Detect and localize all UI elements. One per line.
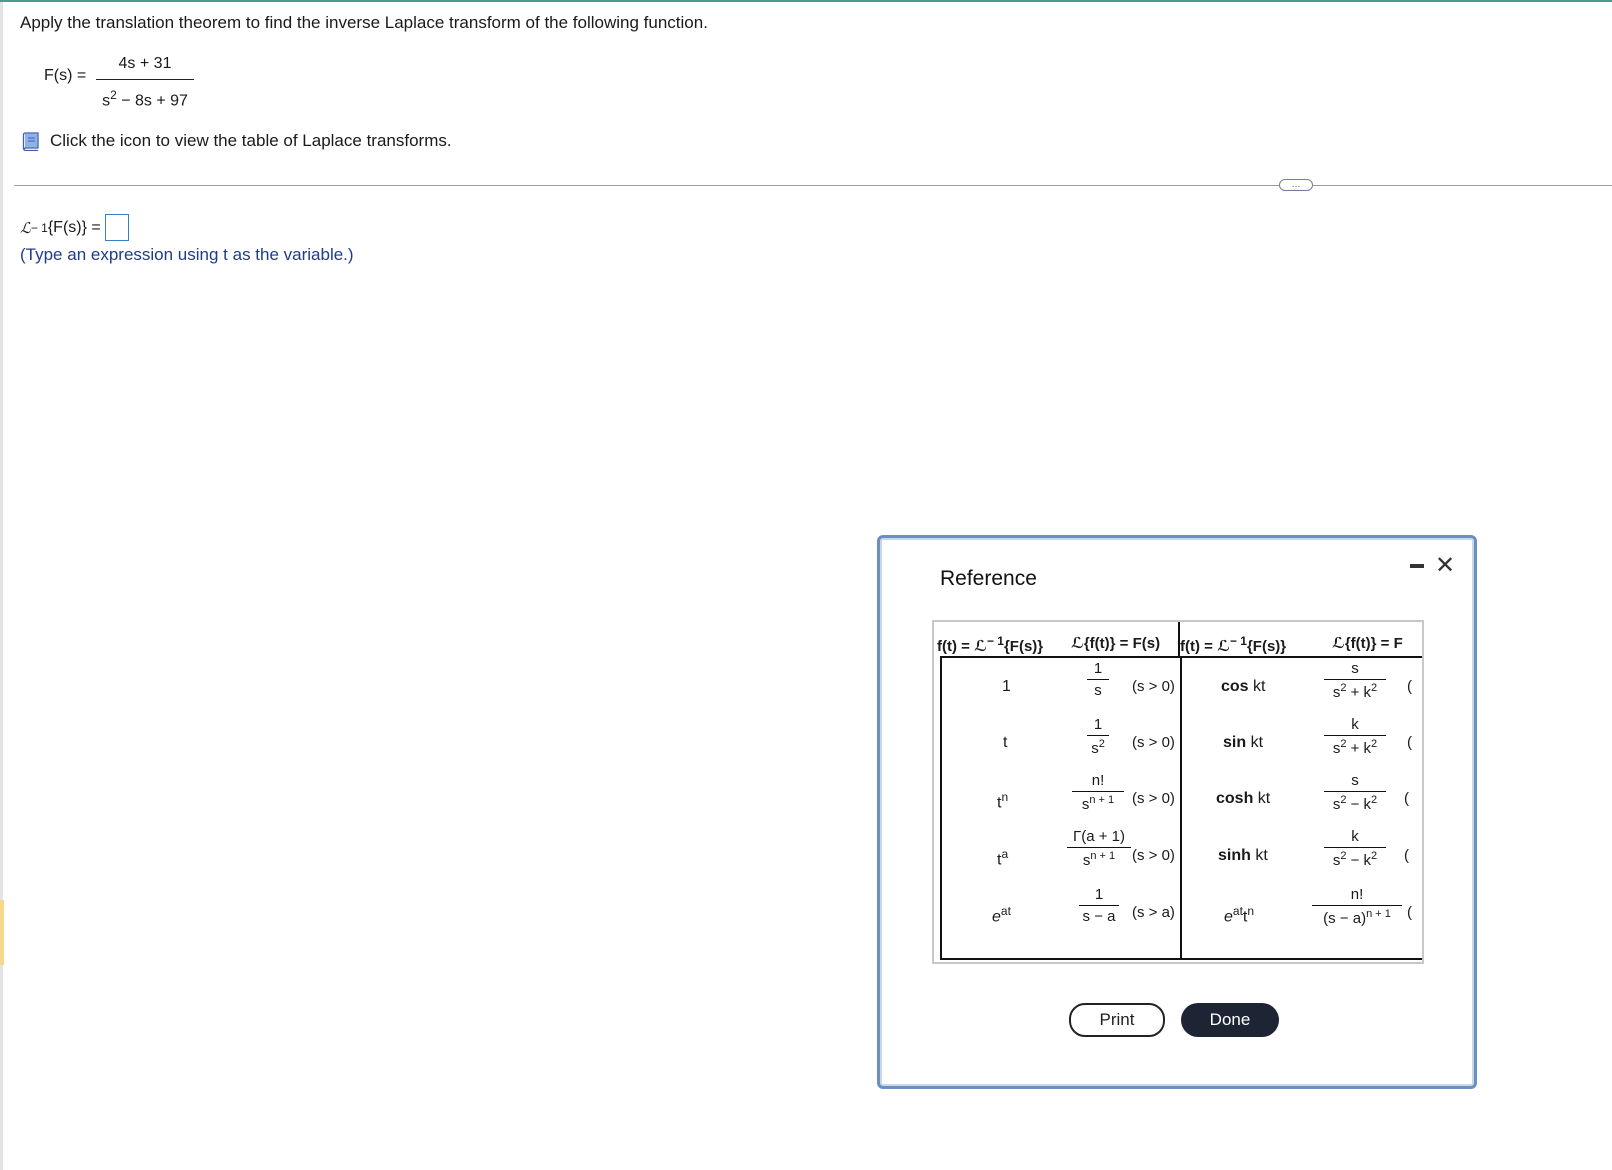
table-cell-fraction: s $s^2 - k^2$ (1324, 772, 1386, 813)
table-cell-fraction: k $s^2 - k^2$ (1324, 828, 1386, 869)
function-numerator: 4s + 31 (118, 55, 172, 72)
answer-hint: (Type an expression using t as the variable.) (20, 245, 354, 264)
column-divider (1180, 658, 1182, 958)
table-cell-f: t (1003, 734, 1008, 751)
table-cell-f: 1 (1002, 678, 1011, 695)
table-cell-fraction: n! $(s - a)^{n + 1}$ (1312, 886, 1402, 927)
print-button[interactable]: Print (1069, 1003, 1165, 1037)
table-cell-fraction: s $s^2 + k^2$ (1324, 660, 1386, 701)
left-scroll-gutter (0, 2, 3, 1170)
reference-dialog (877, 535, 1477, 1089)
table-cell-fraction: Γ(a + 1) $s^{n + 1}$ (1067, 828, 1131, 869)
header-col4: ℒ{f(t)} = F (1332, 635, 1403, 652)
laplace-symbol: ℒ (20, 218, 31, 237)
laplace-table-scroll-area[interactable] (932, 620, 1424, 964)
table-cell-f: $e^{at}$ (992, 904, 1011, 926)
left-gutter-marker (0, 900, 4, 965)
header-col2: ℒ{f(t)} = F(s) (1071, 635, 1161, 652)
table-cell-f: $t^n$ (997, 790, 1009, 812)
table-cell-condition: (s > 0) (1132, 790, 1175, 807)
inverse-exponent: − 1 (30, 220, 48, 235)
reference-title: Reference (940, 567, 1037, 590)
table-cell-condition: (s > 0) (1132, 734, 1175, 751)
table-cell-condition: ( (1407, 678, 1412, 695)
table-link-text: Click the icon to view the table of Laplace transforms. (50, 131, 452, 150)
laplace-table (940, 656, 1424, 960)
function-denominator: $s^2 - 8s + 97$ (102, 88, 188, 110)
laplace-table-book-icon[interactable] (22, 132, 40, 151)
table-cell-condition: ( (1407, 734, 1412, 751)
table-cell-f: $t^a$ (997, 847, 1009, 869)
answer-input[interactable] (105, 214, 129, 241)
table-cell-fraction: 1 $s^2$ (1087, 716, 1109, 757)
done-button[interactable]: Done (1181, 1003, 1279, 1037)
table-cell-fraction: 1 s − a (1079, 886, 1119, 925)
table-cell-f: cosh kt (1216, 790, 1271, 807)
top-accent-line (0, 0, 1612, 2)
section-divider (14, 185, 1612, 186)
table-cell-condition: ( (1404, 847, 1409, 864)
table-cell-f: sinh kt (1218, 847, 1268, 864)
close-icon[interactable]: ✕ (1435, 552, 1456, 579)
table-cell-condition: (s > 0) (1132, 847, 1175, 864)
table-cell-condition: ( (1407, 904, 1412, 921)
table-cell-fraction: 1 s (1087, 660, 1109, 699)
table-cell-condition: ( (1404, 790, 1409, 807)
more-options-button[interactable]: … (1279, 179, 1313, 191)
header-col1: f(t) = ℒ$^{- 1}${F(s)} (937, 634, 1044, 655)
table-cell-fraction: n! $s^{n + 1}$ (1072, 772, 1124, 813)
answer-line (20, 214, 129, 241)
table-cell-condition: (s > 0) (1132, 678, 1175, 695)
table-cell-f: sin kt (1223, 734, 1264, 751)
table-cell-fraction: k $s^2 + k^2$ (1324, 716, 1386, 757)
function-label: F(s) = (44, 67, 87, 84)
table-cell-f: $e^{at}t^n$ (1224, 904, 1255, 926)
table-cell-f: cos kt (1221, 678, 1266, 695)
minimize-icon[interactable] (1410, 564, 1424, 568)
answer-prefix: {F(s)} = (47, 218, 101, 236)
question-text: Apply the translation theorem to find the inverse Laplace transform of the following function. (20, 13, 708, 32)
header-col3: f(t) = ℒ$^{- 1}${F(s)} (1180, 634, 1287, 655)
header-divider (1178, 622, 1180, 656)
fraction-bar (96, 79, 194, 80)
table-cell-condition: (s > a) (1132, 904, 1175, 921)
